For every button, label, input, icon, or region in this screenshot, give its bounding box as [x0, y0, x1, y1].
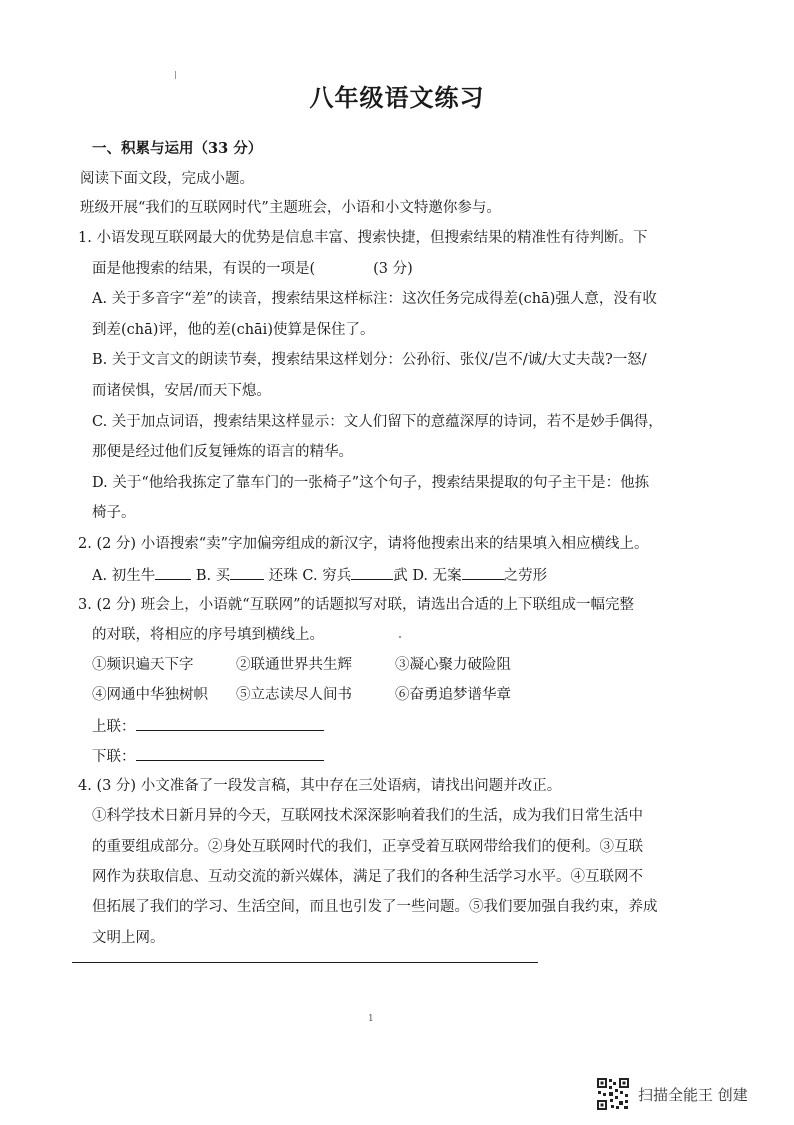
q3-stem-line-2: 的对联，将相应的序号填到横线上。: [92, 627, 324, 643]
q3-option-3: ③凝心聚力破险阻: [395, 657, 511, 673]
q4-passage-line-5: 文明上网。: [92, 930, 165, 946]
q1-stem-line-1: 1. 小语发现互联网最大的优势是信息丰富、搜索快捷，但搜索结果的精准性有待判断。下: [78, 230, 648, 246]
q3-option-2: ②联通世界共生辉: [236, 657, 352, 673]
q3-option-4: ④网通中华独树帜: [92, 687, 208, 703]
q3-option-5: ⑤立志读尽人间书: [236, 687, 352, 703]
q4-passage-line-3: 网作为获取信息、互动交流的新兴媒体，满足了我们的各种生活学习水平。④互联网不: [92, 869, 643, 885]
q1-option-d-line-2: 椅子。: [92, 505, 136, 521]
q1-option-b-line-2: 而诸侯惧，安居/而天下熄。: [92, 383, 271, 399]
answer-line[interactable]: [72, 962, 538, 963]
q2-option-d-suffix: 之劳形: [503, 568, 548, 584]
page-number: 1: [368, 1014, 374, 1024]
scan-speck: [399, 636, 401, 638]
q2-option-a: A. 初生牛: [92, 568, 156, 584]
q3-lower-answer: [92, 746, 324, 766]
q1-option-c-line-1: C. 关于加点词语，搜索结果这样显示：文人们留下的意蕴深厚的诗词，若不是妙手偶得，: [92, 414, 663, 430]
intro-line-2: 班级开展“我们的互联网时代”主题班会，小语和小文特邀你参与。: [80, 200, 501, 216]
qr-code-icon: [596, 1077, 630, 1111]
q3-lower-label: 下联：: [92, 749, 136, 765]
q2-option-d: D. 无案: [412, 568, 462, 584]
q2-blank-a[interactable]: [155, 565, 191, 580]
q1-option-b-line-1: B. 关于文言文的朗读节奏，搜索结果这样划分：公孙衍、张仪/岂不/诚/大丈夫哉?一怒/: [92, 352, 647, 368]
q3-option-6: ⑥奋勇追梦谱华章: [395, 687, 511, 703]
page-title: 八年级语文练习: [309, 84, 485, 112]
q2-option-c-suffix: 武: [393, 568, 408, 584]
q1-option-a-line-1: A. 关于多音字“差”的读音，搜索结果这样标注：这次任务完成得差(chā)强人意，没有收: [92, 291, 657, 307]
watermark-text: 扫描全能王 创建: [638, 1085, 748, 1104]
q3-lower-blank[interactable]: [136, 746, 324, 761]
intro-line-1: 阅读下面文段，完成小题。: [80, 171, 254, 187]
q1-option-a-line-2: 到差(chā)评，他的差(chāi)使算是保住了。: [92, 322, 375, 338]
q4-passage-line-1: ①科学技术日新月异的今天，互联网技术深深影响着我们的生活，成为我们日常生活中: [92, 808, 643, 824]
q3-option-1: ①频识遍天下字: [92, 657, 194, 673]
q3-stem-line-1: 3. (2 分) 班会上，小语就“互联网”的话题拟写对联，请选出合适的上下联组成一幅完整: [78, 597, 635, 613]
q1-option-c-line-2: 那便是经过他们反复锤炼的语言的精华。: [92, 444, 353, 460]
q4-passage-line-2: 的重要组成部分。②身处互联网时代的我们，正享受着互联网带给我们的便利。③互联: [92, 839, 643, 855]
q2-option-c: C. 穷兵: [302, 568, 352, 584]
q2-blank-d[interactable]: [462, 565, 504, 580]
section-heading: 一、积累与运用（33 分）: [92, 140, 263, 157]
q2-blank-b[interactable]: [230, 565, 264, 580]
q3-upper-blank[interactable]: [136, 716, 324, 731]
q2-stem: 2. (2 分) 小语搜索“卖”字加偏旁组成的新汉字，请将他搜索出来的结果填入相应横线上。: [78, 536, 649, 552]
q4-stem: 4. (3 分) 小文准备了一段发言稿，其中存在三处语病，请找出问题并改正。: [78, 778, 562, 794]
q3-upper-answer: [92, 716, 324, 736]
q2-option-b-suffix: 还珠: [268, 568, 298, 584]
q2-blank-c[interactable]: [351, 565, 393, 580]
q2-option-b: B. 买: [195, 568, 231, 584]
q1-option-d-line-1: D. 关于“他给我拣定了靠车门的一张椅子”这个句子，搜索结果提取的句子主干是：他拣: [92, 475, 650, 491]
q3-upper-label: 上联：: [92, 719, 136, 735]
q1-stem-line-2: 面是他搜索的结果，有误的一项是( (3 分): [92, 261, 413, 277]
q2-options: [92, 565, 547, 585]
scanner-watermark: [596, 1077, 748, 1111]
q4-passage-line-4: 但拓展了我们的学习、生活空间，而且也引发了一些问题。⑤我们要加强自我约束，养成: [92, 899, 658, 915]
